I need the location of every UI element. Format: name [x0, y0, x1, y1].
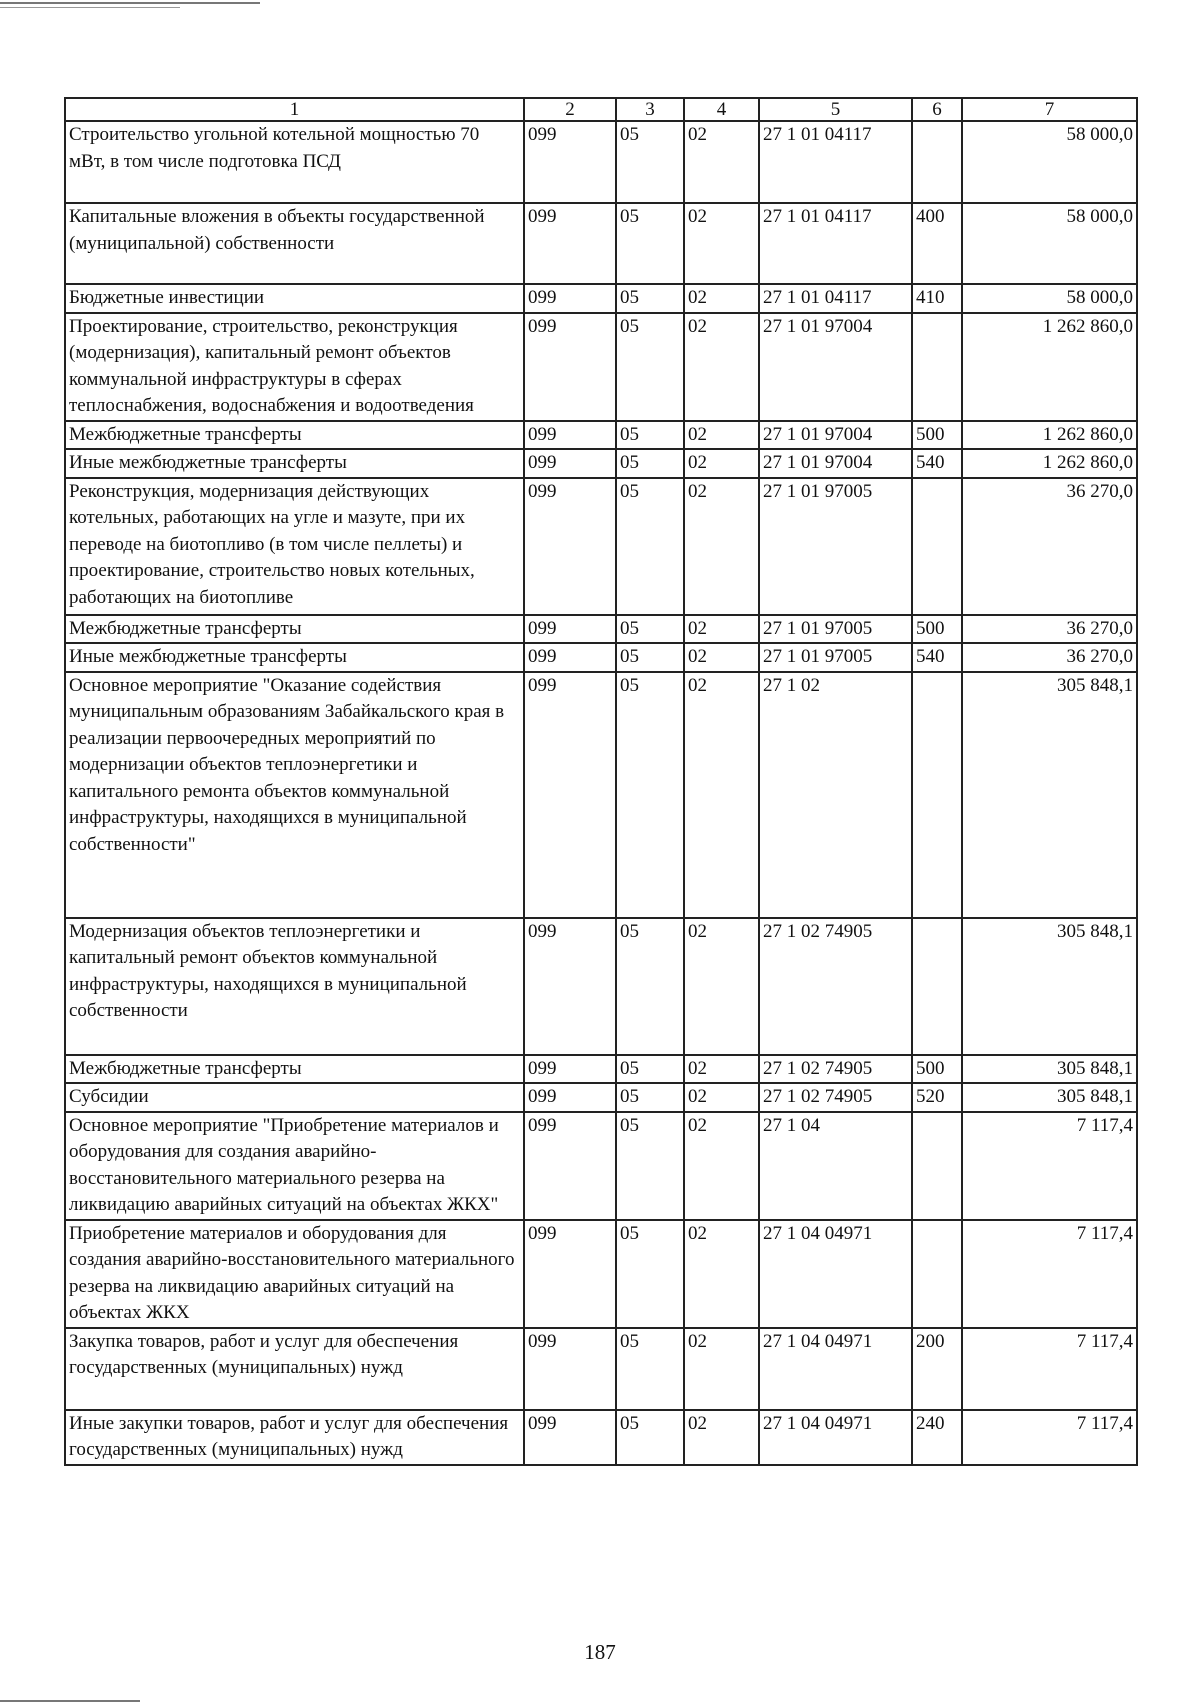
- row-expense-type: [912, 1220, 962, 1328]
- row-name: Строительство угольной котельной мощностью 70 мВт, в том числе подготовка ПСД: [65, 121, 524, 203]
- row-subsection-code: 02: [684, 643, 759, 672]
- row-subsection-code: 02: [684, 1410, 759, 1465]
- row-subsection-code: 02: [684, 313, 759, 421]
- row-ministry-code: 099: [524, 615, 616, 644]
- row-subsection-code: 02: [684, 1220, 759, 1328]
- row-ministry-code: 099: [524, 449, 616, 478]
- row-ministry-code: 099: [524, 918, 616, 1055]
- row-name: Межбюджетные трансферты: [65, 1055, 524, 1084]
- row-section-code: 05: [616, 1410, 684, 1465]
- row-section-code: 05: [616, 121, 684, 203]
- column-header: 4: [684, 98, 759, 121]
- row-expense-type: 500: [912, 615, 962, 644]
- table-row: [65, 1328, 1137, 1410]
- scan-artifact-line: [0, 7, 180, 8]
- table-row: [65, 421, 1137, 450]
- row-section-code: 05: [616, 313, 684, 421]
- row-target-article: 27 1 04 04971: [759, 1328, 912, 1410]
- row-amount: 305 848,1: [962, 1055, 1137, 1084]
- row-section-code: 05: [616, 1083, 684, 1112]
- table-row: [65, 615, 1137, 644]
- table-row: [65, 1220, 1137, 1328]
- row-expense-type: 500: [912, 421, 962, 450]
- row-section-code: 05: [616, 478, 684, 615]
- row-target-article: 27 1 04: [759, 1112, 912, 1220]
- scan-artifact-line: [0, 2, 260, 4]
- table-row: [65, 918, 1137, 1055]
- row-ministry-code: 099: [524, 1112, 616, 1220]
- row-subsection-code: 02: [684, 1083, 759, 1112]
- table-row: [65, 121, 1137, 203]
- row-name: Основное мероприятие "Приобретение материалов и оборудования для создания аварийно-восстановительного материального резерва на ликвидацию аварийных ситуаций на объектах ЖКХ": [65, 1112, 524, 1220]
- row-target-article: 27 1 04 04971: [759, 1220, 912, 1328]
- row-target-article: 27 1 01 97005: [759, 615, 912, 644]
- row-section-code: 05: [616, 1220, 684, 1328]
- row-amount: 1 262 860,0: [962, 313, 1137, 421]
- scan-artifact-line: [0, 1700, 140, 1702]
- table-row: [65, 449, 1137, 478]
- row-ministry-code: 099: [524, 284, 616, 313]
- row-target-article: 27 1 01 04117: [759, 121, 912, 203]
- row-subsection-code: 02: [684, 1112, 759, 1220]
- row-amount: 36 270,0: [962, 615, 1137, 644]
- row-target-article: 27 1 01 97004: [759, 313, 912, 421]
- table-row: [65, 478, 1137, 615]
- row-subsection-code: 02: [684, 672, 759, 918]
- row-ministry-code: 099: [524, 203, 616, 284]
- row-expense-type: [912, 672, 962, 918]
- row-section-code: 05: [616, 421, 684, 450]
- table-row: [65, 1083, 1137, 1112]
- row-name: Реконструкция, модернизация действующих котельных, работающих на угле и мазуте, при их переводе на биотопливо (в том числе пеллеты) и проектирование, строительство новых котельных, работающих на биотопливе: [65, 478, 524, 615]
- row-name: Закупка товаров, работ и услуг для обеспечения государственных (муниципальных) нужд: [65, 1328, 524, 1410]
- table-row: [65, 1410, 1137, 1465]
- row-ministry-code: 099: [524, 1328, 616, 1410]
- row-section-code: 05: [616, 1112, 684, 1220]
- row-name: Капитальные вложения в объекты государственной (муниципальной) собственности: [65, 203, 524, 284]
- table-row: [65, 643, 1137, 672]
- row-section-code: 05: [616, 284, 684, 313]
- row-expense-type: [912, 121, 962, 203]
- row-expense-type: [912, 918, 962, 1055]
- table-header-row: [65, 98, 1137, 121]
- row-name: Межбюджетные трансферты: [65, 421, 524, 450]
- row-subsection-code: 02: [684, 203, 759, 284]
- table-row: [65, 1112, 1137, 1220]
- row-section-code: 05: [616, 918, 684, 1055]
- row-expense-type: 400: [912, 203, 962, 284]
- row-target-article: 27 1 01 04117: [759, 203, 912, 284]
- row-expense-type: 540: [912, 643, 962, 672]
- row-amount: 7 117,4: [962, 1220, 1137, 1328]
- row-expense-type: 540: [912, 449, 962, 478]
- row-expense-type: [912, 313, 962, 421]
- row-subsection-code: 02: [684, 615, 759, 644]
- row-name: Бюджетные инвестиции: [65, 284, 524, 313]
- row-ministry-code: 099: [524, 313, 616, 421]
- row-expense-type: [912, 1112, 962, 1220]
- row-amount: 7 117,4: [962, 1328, 1137, 1410]
- row-expense-type: 200: [912, 1328, 962, 1410]
- row-target-article: 27 1 02 74905: [759, 918, 912, 1055]
- row-section-code: 05: [616, 1328, 684, 1410]
- row-expense-type: 240: [912, 1410, 962, 1465]
- row-name: Приобретение материалов и оборудования для создания аварийно-восстановительного материального резерва на ликвидацию аварийных ситуаций на объектах ЖКХ: [65, 1220, 524, 1328]
- row-amount: 305 848,1: [962, 1083, 1137, 1112]
- row-name: Иные закупки товаров, работ и услуг для обеспечения государственных (муниципальных) нужд: [65, 1410, 524, 1465]
- column-header: 7: [962, 98, 1137, 121]
- row-target-article: 27 1 02 74905: [759, 1055, 912, 1084]
- row-subsection-code: 02: [684, 449, 759, 478]
- row-name: Иные межбюджетные трансферты: [65, 449, 524, 478]
- row-amount: 58 000,0: [962, 121, 1137, 203]
- page-number: 187: [584, 1640, 616, 1664]
- row-ministry-code: 099: [524, 672, 616, 918]
- row-target-article: 27 1 01 04117: [759, 284, 912, 313]
- row-name: Проектирование, строительство, реконструкция (модернизация), капитальный ремонт объектов коммунальной инфраструктуры в сферах теплоснабжения, водоснабжения и водоотведения: [65, 313, 524, 421]
- row-ministry-code: 099: [524, 1083, 616, 1112]
- table-row: [65, 313, 1137, 421]
- row-section-code: 05: [616, 1055, 684, 1084]
- row-amount: 58 000,0: [962, 203, 1137, 284]
- table-row: [65, 1055, 1137, 1084]
- row-section-code: 05: [616, 449, 684, 478]
- row-ministry-code: 099: [524, 643, 616, 672]
- row-amount: 1 262 860,0: [962, 449, 1137, 478]
- column-header: 1: [65, 98, 524, 121]
- row-ministry-code: 099: [524, 121, 616, 203]
- row-name: Субсидии: [65, 1083, 524, 1112]
- row-amount: 7 117,4: [962, 1112, 1137, 1220]
- table-row: [65, 672, 1137, 918]
- row-target-article: 27 1 02: [759, 672, 912, 918]
- row-amount: 305 848,1: [962, 672, 1137, 918]
- row-subsection-code: 02: [684, 1328, 759, 1410]
- row-target-article: 27 1 01 97004: [759, 449, 912, 478]
- row-expense-type: 520: [912, 1083, 962, 1112]
- row-target-article: 27 1 01 97005: [759, 643, 912, 672]
- table-row: [65, 203, 1137, 284]
- row-section-code: 05: [616, 672, 684, 918]
- row-section-code: 05: [616, 643, 684, 672]
- column-header: 6: [912, 98, 962, 121]
- row-name: Модернизация объектов теплоэнергетики и капитальный ремонт объектов коммунальной инфраструктуры, находящихся в муниципальной собственности: [65, 918, 524, 1055]
- row-target-article: 27 1 01 97005: [759, 478, 912, 615]
- row-ministry-code: 099: [524, 1410, 616, 1465]
- row-ministry-code: 099: [524, 478, 616, 615]
- row-subsection-code: 02: [684, 121, 759, 203]
- column-header: 3: [616, 98, 684, 121]
- row-ministry-code: 099: [524, 1055, 616, 1084]
- row-expense-type: 500: [912, 1055, 962, 1084]
- row-amount: 305 848,1: [962, 918, 1137, 1055]
- row-expense-type: 410: [912, 284, 962, 313]
- row-subsection-code: 02: [684, 1055, 759, 1084]
- row-section-code: 05: [616, 203, 684, 284]
- row-amount: 7 117,4: [962, 1410, 1137, 1465]
- row-name: Основное мероприятие "Оказание содействия муниципальным образованиям Забайкальского края в реализации первоочередных мероприятий по модернизации объектов теплоэнергетики и капитального ремонта объектов коммунальной инфраструктуры, находящихся в муниципальной собственности": [65, 672, 524, 918]
- row-amount: 58 000,0: [962, 284, 1137, 313]
- row-name: Межбюджетные трансферты: [65, 615, 524, 644]
- row-ministry-code: 099: [524, 421, 616, 450]
- row-target-article: 27 1 02 74905: [759, 1083, 912, 1112]
- row-amount: 36 270,0: [962, 643, 1137, 672]
- budget-table: [64, 97, 1138, 1466]
- table-row: [65, 284, 1137, 313]
- row-expense-type: [912, 478, 962, 615]
- column-header: 2: [524, 98, 616, 121]
- column-header: 5: [759, 98, 912, 121]
- row-name: Иные межбюджетные трансферты: [65, 643, 524, 672]
- row-section-code: 05: [616, 615, 684, 644]
- row-subsection-code: 02: [684, 421, 759, 450]
- row-subsection-code: 02: [684, 478, 759, 615]
- row-target-article: 27 1 04 04971: [759, 1410, 912, 1465]
- row-amount: 1 262 860,0: [962, 421, 1137, 450]
- row-subsection-code: 02: [684, 284, 759, 313]
- row-amount: 36 270,0: [962, 478, 1137, 615]
- row-target-article: 27 1 01 97004: [759, 421, 912, 450]
- row-subsection-code: 02: [684, 918, 759, 1055]
- row-ministry-code: 099: [524, 1220, 616, 1328]
